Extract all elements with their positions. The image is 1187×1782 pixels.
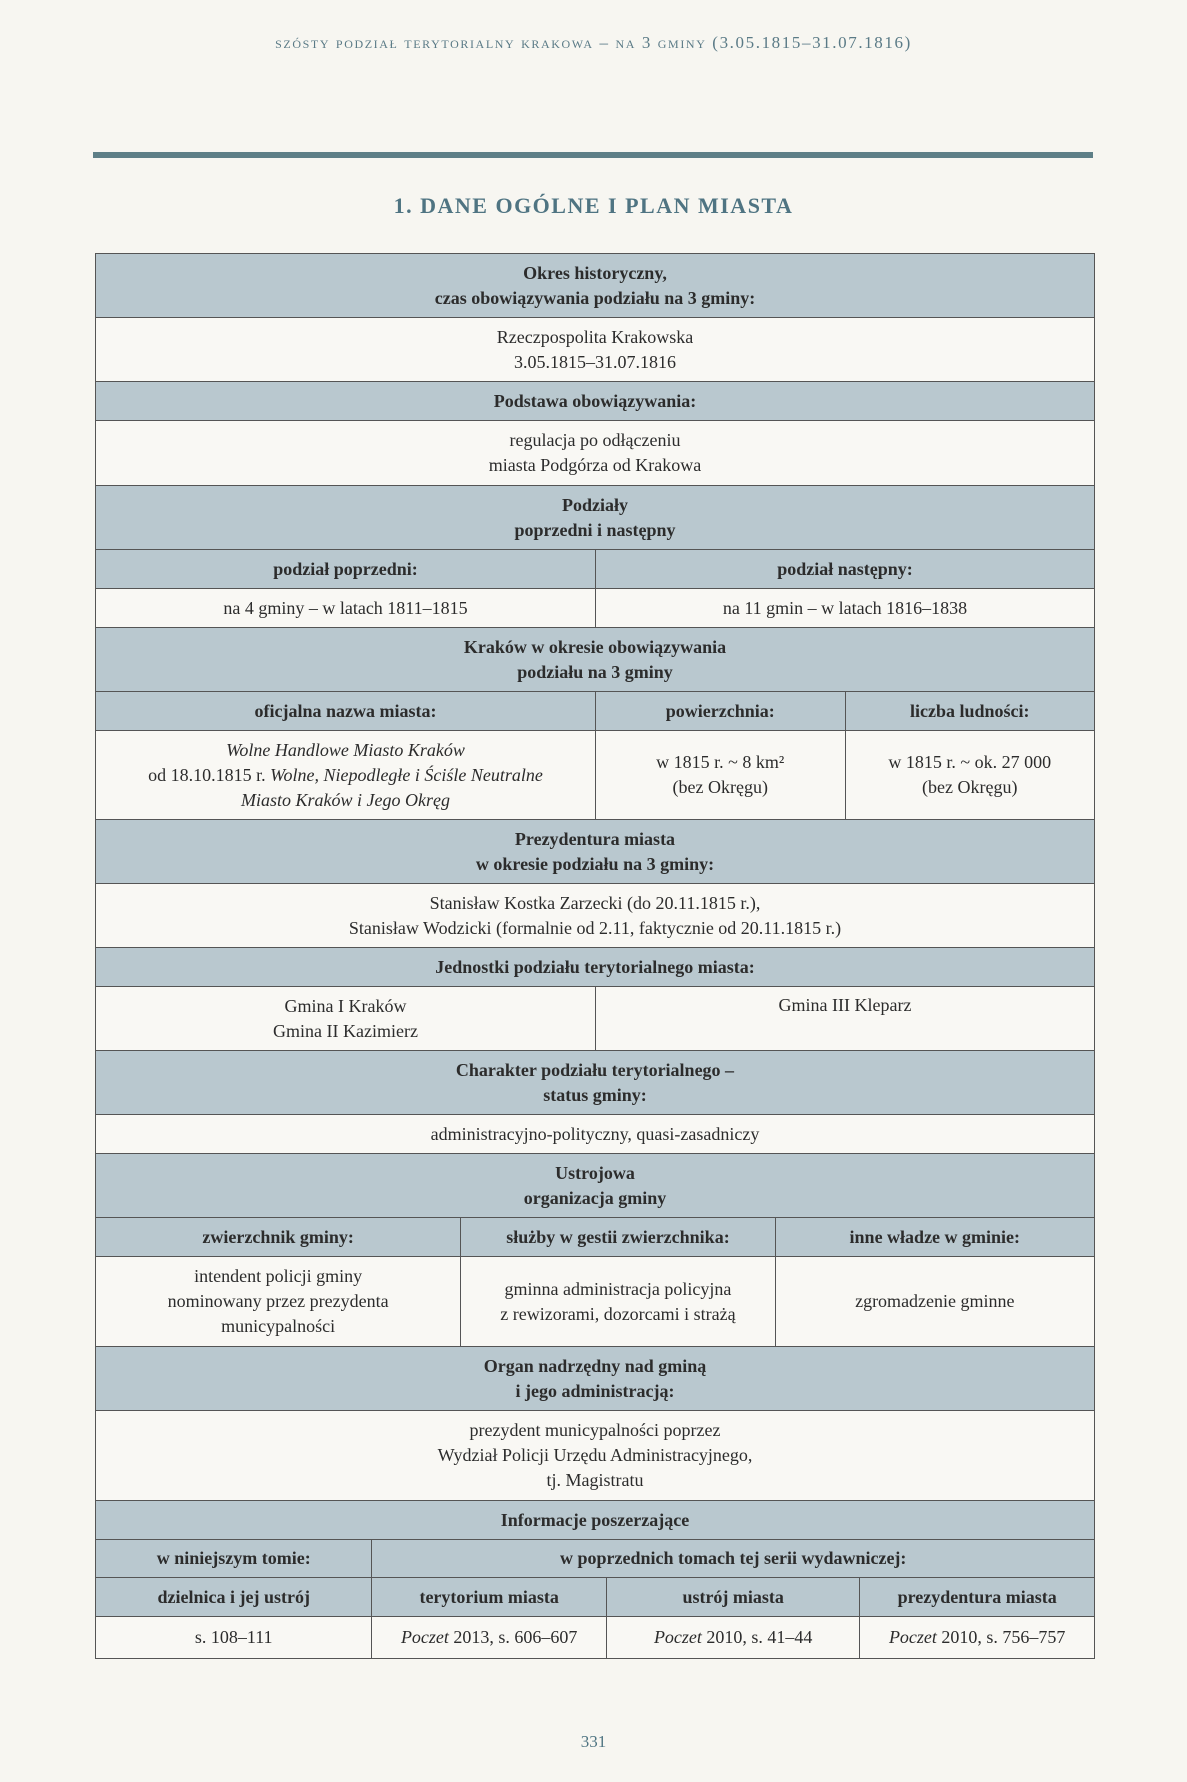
podstawa-value: regulacja po odłączeniu miasta Podgórza od Krakowa xyxy=(488,430,702,475)
informacje-values-row xyxy=(96,1617,1094,1659)
informacje-labels-row xyxy=(96,1578,1094,1617)
prezydentura-header-row xyxy=(96,820,1094,884)
terytorium-label: terytorium miasta xyxy=(371,1578,606,1616)
inne-label: inne władze w gminie: xyxy=(775,1218,1094,1256)
podzialy-header-row xyxy=(96,486,1094,550)
informacje-header: Informacje poszerzające xyxy=(500,1509,690,1530)
podzialy-values-row xyxy=(96,589,1094,628)
krakow-header: Kraków w okresie obowiązywania podziału na 3 gminy xyxy=(463,636,727,682)
charakter-value: administracyjno-polityczny, quasi-zasadniczy xyxy=(430,1123,760,1144)
zwierzchnik-value: intendent policji gminy nominowany przez prezydenta municypalności xyxy=(167,1266,389,1336)
charakter-header-row xyxy=(96,1051,1094,1115)
prezydentura-col-value: Poczet 2010, s. 756–757 xyxy=(859,1617,1094,1658)
jednostki-right: Gmina III Kleparz xyxy=(595,987,1094,1050)
ustrojowa-header: Ustrojowa organizacja gminy xyxy=(523,1162,667,1208)
ustroj-value: Poczet 2010, s. 41–44 xyxy=(606,1617,859,1658)
podstawa-header: Podstawa obowiązywania: xyxy=(493,390,697,411)
jednostki-values-row xyxy=(96,987,1094,1051)
data-table xyxy=(95,253,1095,1659)
charakter-header: Charakter podziału terytorialnego – status gminy: xyxy=(455,1059,735,1105)
krakow-values-row xyxy=(96,731,1094,820)
jednostki-left: Gmina I Kraków Gmina II Kazimierz xyxy=(273,995,418,1041)
ustrojowa-values-row xyxy=(96,1257,1094,1347)
prezydentura-value-row xyxy=(96,884,1094,948)
organ-header-row xyxy=(96,1347,1094,1411)
prezydentura-value: Stanisław Kostka Zarzecki (do 20.11.1815 r.), Stanisław Wodzicki (formalnie od 2.11, faktycznie od 20.11.1815 r.) xyxy=(348,892,842,938)
poprzednie-label: w poprzednich tomach tej serii wydawniczej: xyxy=(371,1540,1094,1577)
okres-header: Okres historyczny, czas obowiązywania podziału na 3 gminy: xyxy=(434,262,756,308)
powierzchnia-value: w 1815 r. ~ 8 km² (bez Okręgu) xyxy=(595,731,845,819)
jednostki-header: Jednostki podziału terytorialnego miasta: xyxy=(435,956,755,977)
terytorium-value: Poczet 2013, s. 606–607 xyxy=(371,1617,606,1658)
tom-label: w niniejszym tomie: xyxy=(156,1548,311,1568)
nazwa-label: oficjalna nazwa miasta: xyxy=(254,700,437,721)
ustroj-label: ustrój miasta xyxy=(606,1578,859,1616)
prezydentura-header: Prezydentura miasta w okresie podziału na 3 gminy: xyxy=(475,828,715,874)
dzielnica-label: dzielnica i jej ustrój xyxy=(157,1586,310,1607)
section-title: 1. DANE OGÓLNE I PLAN MIASTA xyxy=(393,193,794,218)
nastepny-value: na 11 gmin – w latach 1816–1838 xyxy=(595,589,1094,627)
okres-header-row xyxy=(96,254,1094,318)
poprzedni-label: podział poprzedni: xyxy=(273,558,418,579)
poprzedni-value: na 4 gminy – w latach 1811–1815 xyxy=(223,597,468,618)
podzialy-labels-row xyxy=(96,550,1094,589)
jednostki-header-row xyxy=(96,948,1094,987)
podzialy-header: Podziały poprzedni i następny xyxy=(514,494,676,540)
header-rule xyxy=(93,152,1093,158)
krakow-labels-row xyxy=(96,692,1094,731)
organ-value-row xyxy=(96,1411,1094,1501)
ustrojowa-labels-row xyxy=(96,1218,1094,1257)
inne-value: zgromadzenie gminne xyxy=(775,1257,1094,1346)
dzielnica-value: s. 108–111 xyxy=(194,1627,273,1647)
sluzby-label: służby w gestii zwierzchnika: xyxy=(460,1218,774,1256)
okres-value-row xyxy=(96,318,1094,382)
nastepny-label: podział następny: xyxy=(595,550,1094,588)
nazwa-value: Wolne Handlowe Miasto Kraków od 18.10.1815 r. Wolne, Niepodległe i Ściśle Neutralne Miasto Kraków i Jego Okręg xyxy=(148,739,543,810)
podstawa-header-row xyxy=(96,382,1094,421)
page-number: 331 xyxy=(580,1732,607,1751)
running-head: szósty podział terytorialny krakowa – na 3 gminy (3.05.1815–31.07.1816) xyxy=(275,33,912,52)
okres-value: Rzeczpospolita Krakowska 3.05.1815–31.07.1816 xyxy=(496,326,694,372)
zwierzchnik-label: zwierzchnik gminy: xyxy=(202,1226,354,1247)
organ-header: Organ nadrzędny nad gminą i jego administracją: xyxy=(483,1355,707,1401)
podstawa-value-row xyxy=(96,421,1094,486)
krakow-header-row xyxy=(96,628,1094,692)
organ-value: prezydent municypalności poprzez Wydział Policji Urzędu Administracyjnego, tj. Magistratu xyxy=(437,1420,753,1490)
ludnosc-label: liczba ludności: xyxy=(845,692,1095,730)
charakter-value-row xyxy=(96,1115,1094,1154)
sluzby-value: gminna administracja policyjna z rewizorami, dozorcami i strażą xyxy=(460,1257,774,1346)
powierzchnia-label: powierzchnia: xyxy=(595,692,845,730)
informacje-header-row xyxy=(96,1501,1094,1540)
informacje-group-row xyxy=(96,1540,1094,1578)
prezydentura-col-label: prezydentura miasta xyxy=(859,1578,1094,1616)
ludnosc-value: w 1815 r. ~ ok. 27 000 (bez Okręgu) xyxy=(845,731,1095,819)
ustrojowa-header-row xyxy=(96,1154,1094,1218)
